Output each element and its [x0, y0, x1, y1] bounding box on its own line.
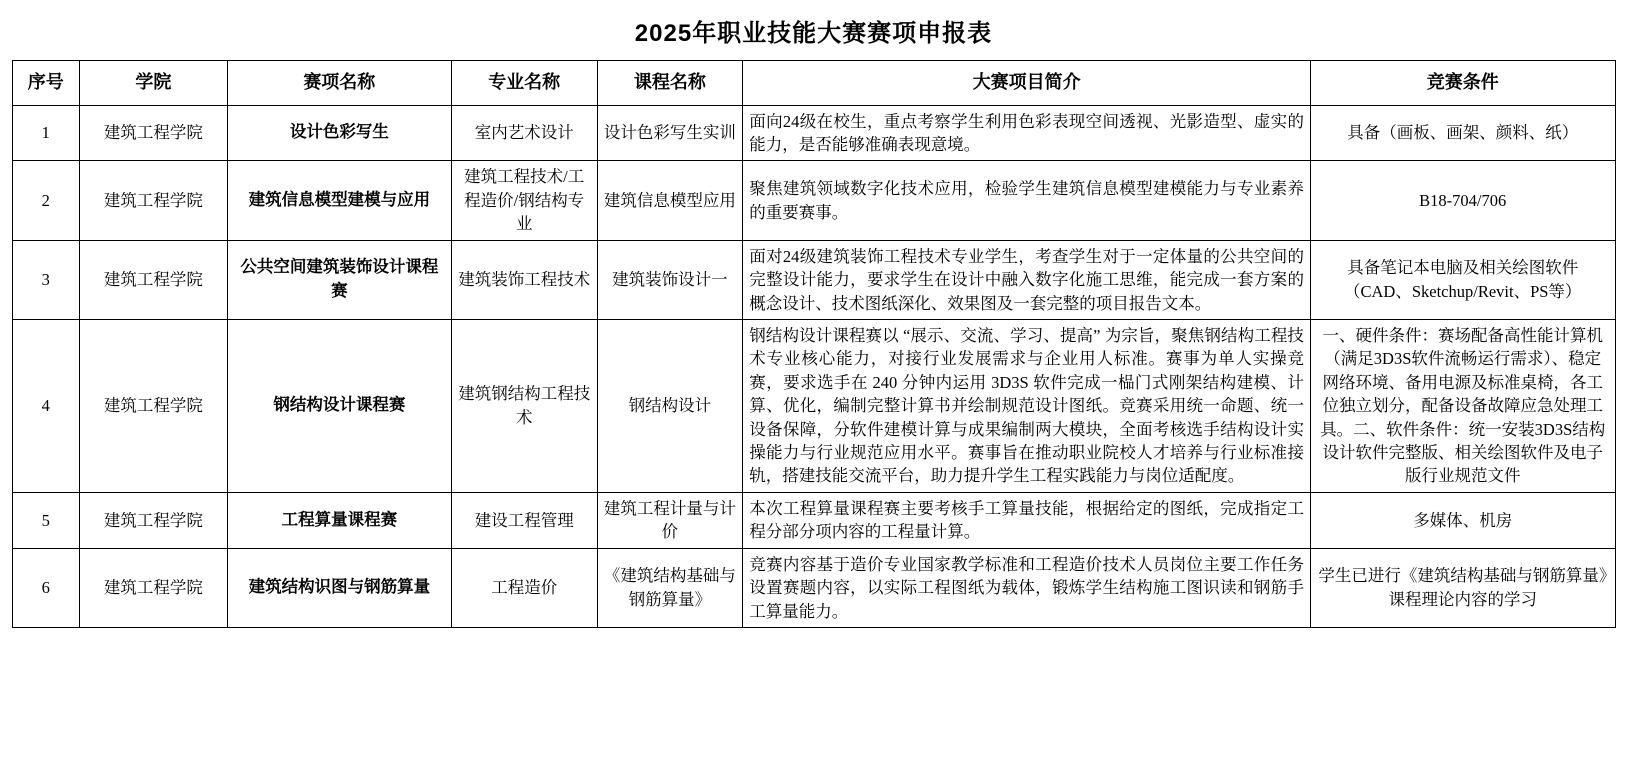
table-row: [12, 548, 1615, 627]
competition-application-table: [12, 60, 1616, 628]
cell-index: 5: [12, 492, 79, 548]
description-text: 钢结构设计课程赛以 “展示、交流、学习、提高” 为宗旨，聚焦钢结构工程技术专业核心能力，对接行业发展需求与企业用人标准。赛事为单人实操竞赛，要求选手在 240 分钟内运用 3D3S 软件完成一榀门式刚架结构建模、计算、优化，编制完整计算书并绘制规范设计图纸。竞赛采用统一命题、统一设备保障，分软件建模计算与成果编制两大模块，全面考核选手结构设计实操能力与行业规范应用水平。赛事旨在推动职业院校人才培养与行业标准接轨，搭建技能交流平台，助力提升学生工程实践能力与岗位适配度。: [749, 325, 1304, 486]
cell-major: 建筑装饰工程技术: [451, 240, 597, 319]
table-row: [12, 161, 1615, 240]
column-header-description: 大赛项目简介: [743, 61, 1311, 106]
cell-index: 2: [12, 161, 79, 240]
condition-text: 具备笔记本电脑及相关绘图软件（CAD、Sketchup/Revit、PS等）: [1344, 258, 1582, 301]
cell-index: 1: [12, 105, 79, 161]
cell-item-name: 公共空间建筑装饰设计课程赛: [227, 240, 451, 319]
condition-text: 一、硬件条件：赛场配备高性能计算机（满足3D3S软件流畅运行需求）、稳定网络环境、备用电源及标准桌椅，各工位独立划分，配备设备故障应急处理工具。二、软件条件：统一安装3D3S结构设计软件完整版、相关绘图软件及电子版行业规范文件: [1320, 325, 1606, 486]
condition-text: 具备（画板、画架、颜料、纸）: [1347, 123, 1579, 143]
page-title: 2025年职业技能大赛赛项申报表: [634, 20, 993, 47]
cell-condition: [1310, 319, 1615, 492]
cell-college: 建筑工程学院: [79, 240, 227, 319]
cell-description: [743, 319, 1311, 492]
cell-index: 3: [12, 240, 79, 319]
cell-major: 建筑钢结构工程技术: [451, 319, 597, 492]
cell-major: 工程造价: [451, 548, 597, 627]
cell-course: 钢结构设计: [597, 319, 743, 492]
table-row: [12, 492, 1615, 548]
column-header-item-name: 赛项名称: [227, 61, 451, 106]
condition-text: B18-704/706: [1419, 190, 1507, 210]
description-text: 本次工程算量课程赛主要考核手工算量技能，根据给定的图纸，完成指定工程分部分项内容的工程量计算。: [749, 498, 1304, 542]
cell-description: [743, 492, 1311, 548]
cell-major: 室内艺术设计: [451, 105, 597, 161]
cell-description: [743, 548, 1311, 627]
column-header-condition: 竞赛条件: [1310, 61, 1615, 106]
cell-item-name: 设计色彩写生: [227, 105, 451, 161]
cell-major: 建筑工程技术/工程造价/钢结构专业: [451, 161, 597, 240]
table-header-row: [12, 61, 1615, 106]
cell-course: 建筑工程计量与计价: [597, 492, 743, 548]
cell-item-name: 建筑信息模型建模与应用: [227, 161, 451, 240]
table-row: [12, 240, 1615, 319]
cell-college: 建筑工程学院: [79, 319, 227, 492]
cell-description: [743, 240, 1311, 319]
table-row: [12, 105, 1615, 161]
description-text: 面向24级在校生，重点考察学生利用色彩表现空间透视、光影造型、虚实的能力，是否能够准确表现意境。: [749, 111, 1304, 154]
cell-index: 4: [12, 319, 79, 492]
cell-item-name: 工程算量课程赛: [227, 492, 451, 548]
cell-college: 建筑工程学院: [79, 492, 227, 548]
condition-text: 多媒体、机房: [1413, 510, 1513, 530]
table-row: [12, 319, 1615, 492]
condition-text: 学生已进行《建筑结构基础与钢筋算量》课程理论内容的学习: [1318, 566, 1608, 609]
cell-item-name: 建筑结构识图与钢筋算量: [227, 548, 451, 627]
description-text: 面对24级建筑装饰工程技术专业学生，考查学生对于一定体量的公共空间的完整设计能力，要求学生在设计中融入数字化施工思维，能完成一套方案的概念设计、技术图纸深化、效果图及一套完整的项目报告文本。: [749, 246, 1304, 313]
cell-major: 建设工程管理: [451, 492, 597, 548]
cell-condition: [1310, 240, 1615, 319]
cell-condition: [1310, 105, 1615, 161]
cell-course: 设计色彩写生实训: [597, 105, 743, 161]
cell-description: [743, 161, 1311, 240]
cell-college: 建筑工程学院: [79, 161, 227, 240]
column-header-college: 学院: [79, 61, 227, 106]
cell-course: 建筑信息模型应用: [597, 161, 743, 240]
cell-college: 建筑工程学院: [79, 105, 227, 161]
cell-condition: [1310, 492, 1615, 548]
description-text: 聚焦建筑领域数字化技术应用，检验学生建筑信息模型建模能力与专业素养的重要赛事。: [749, 179, 1304, 222]
column-header-major: 专业名称: [451, 61, 597, 106]
cell-description: [743, 105, 1311, 161]
cell-course: 建筑装饰设计一: [597, 240, 743, 319]
cell-college: 建筑工程学院: [79, 548, 227, 627]
cell-condition: [1310, 161, 1615, 240]
description-text: 竞赛内容基于造价专业国家教学标准和工程造价技术人员岗位主要工作任务设置赛题内容，以实际工程图纸为载体，锻炼学生结构施工图识读和钢筋手工算量能力。: [749, 554, 1304, 621]
cell-item-name: 钢结构设计课程赛: [227, 319, 451, 492]
column-header-index: 序号: [12, 61, 79, 106]
column-header-course: 课程名称: [597, 61, 743, 106]
cell-condition: [1310, 548, 1615, 627]
cell-course: 《建筑结构基础与钢筋算量》: [597, 548, 743, 627]
cell-index: 6: [12, 548, 79, 627]
